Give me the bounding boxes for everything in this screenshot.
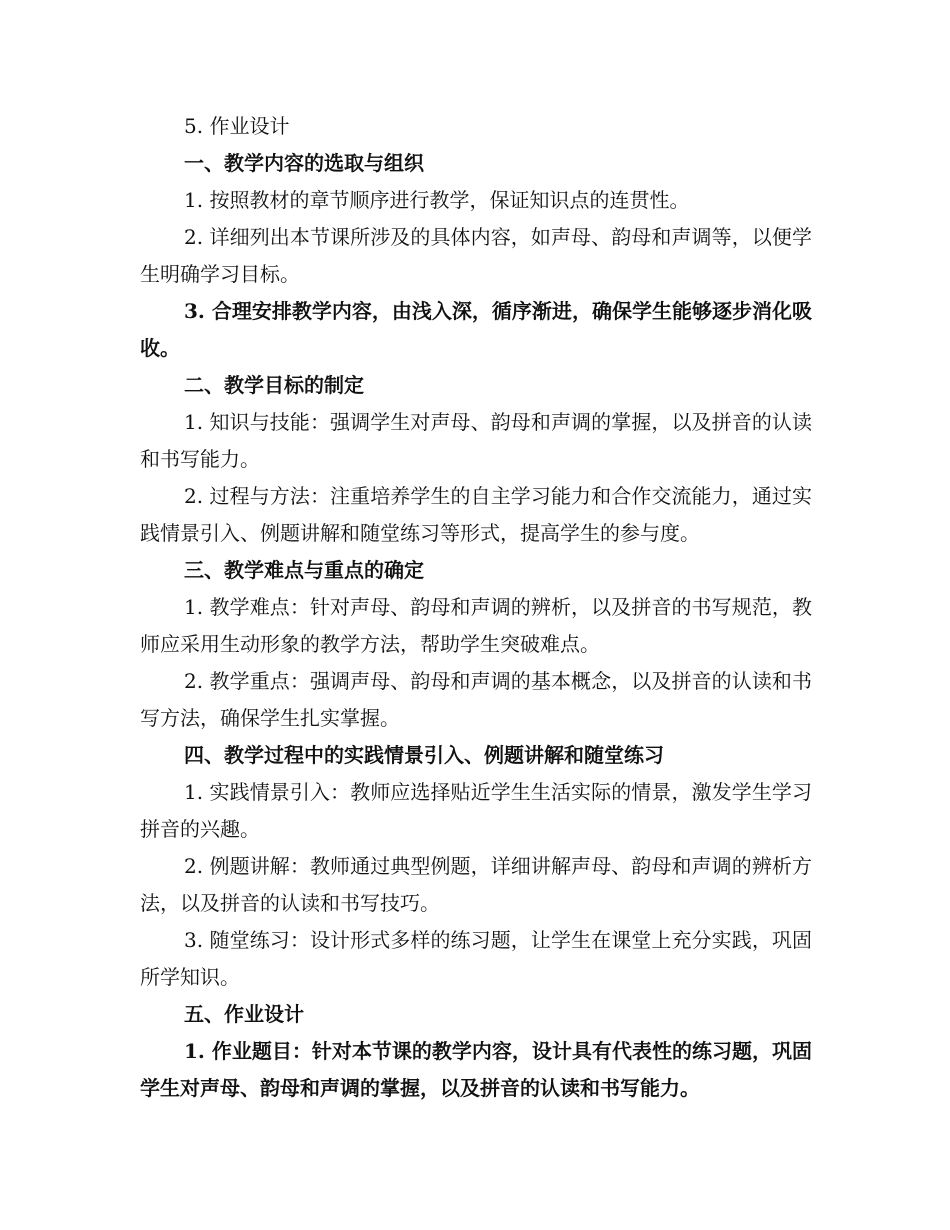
paragraph-homework-item-1: 1. 作业题目：针对本节课的教学内容，设计具有代表性的练习题，巩固学生对声母、韵母和声调的掌握，以及拼音的认读和书写能力。 <box>140 1039 812 1100</box>
paragraph-goal-item-1: 1. 知识与技能：强调学生对声母、韵母和声调的掌握，以及拼音的认读和书写能力。 <box>140 410 812 471</box>
heading-homework-design: 五、作业设计 <box>184 1002 304 1026</box>
paragraph-homework-design-item: 5. 作业设计 <box>184 114 290 138</box>
heading-difficulties-focus: 三、教学难点与重点的确定 <box>184 558 424 582</box>
paragraph-content-item-3: 3. 合理安排教学内容，由浅入深，循序渐进，确保学生能够逐步消化吸收。 <box>140 299 812 360</box>
paragraph-goal-item-2: 2. 过程与方法：注重培养学生的自主学习能力和合作交流能力，通过实践情景引入、例题讲解和随堂练习等形式，提高学生的参与度。 <box>140 484 812 545</box>
heading-content-selection: 一、教学内容的选取与组织 <box>184 151 424 175</box>
paragraph-process-item-2: 2. 例题讲解：教师通过典型例题，详细讲解声母、韵母和声调的辨析方法，以及拼音的认读和书写技巧。 <box>140 854 812 915</box>
paragraph-content-item-2: 2. 详细列出本节课所涉及的具体内容，如声母、韵母和声调等，以便学生明确学习目标。 <box>140 225 812 286</box>
paragraph-process-item-3: 3. 随堂练习：设计形式多样的练习题，让学生在课堂上充分实践，巩固所学知识。 <box>140 928 812 989</box>
paragraph-difficulty-item-2: 2. 教学重点：强调声母、韵母和声调的基本概念，以及拼音的认读和书写方法，确保学生扎实掌握。 <box>140 669 812 730</box>
heading-teaching-process: 四、教学过程中的实践情景引入、例题讲解和随堂练习 <box>184 743 664 767</box>
document-body <box>140 108 812 1107</box>
paragraph-difficulty-item-1: 1. 教学难点：针对声母、韵母和声调的辨析，以及拼音的书写规范，教师应采用生动形象的教学方法，帮助学生突破难点。 <box>140 595 812 656</box>
heading-teaching-goals: 二、教学目标的制定 <box>184 373 364 397</box>
paragraph-content-item-1: 1. 按照教材的章节顺序进行教学，保证知识点的连贯性。 <box>184 188 690 212</box>
paragraph-process-item-1: 1. 实践情景引入：教师应选择贴近学生生活实际的情景，激发学生学习拼音的兴趣。 <box>140 780 812 841</box>
